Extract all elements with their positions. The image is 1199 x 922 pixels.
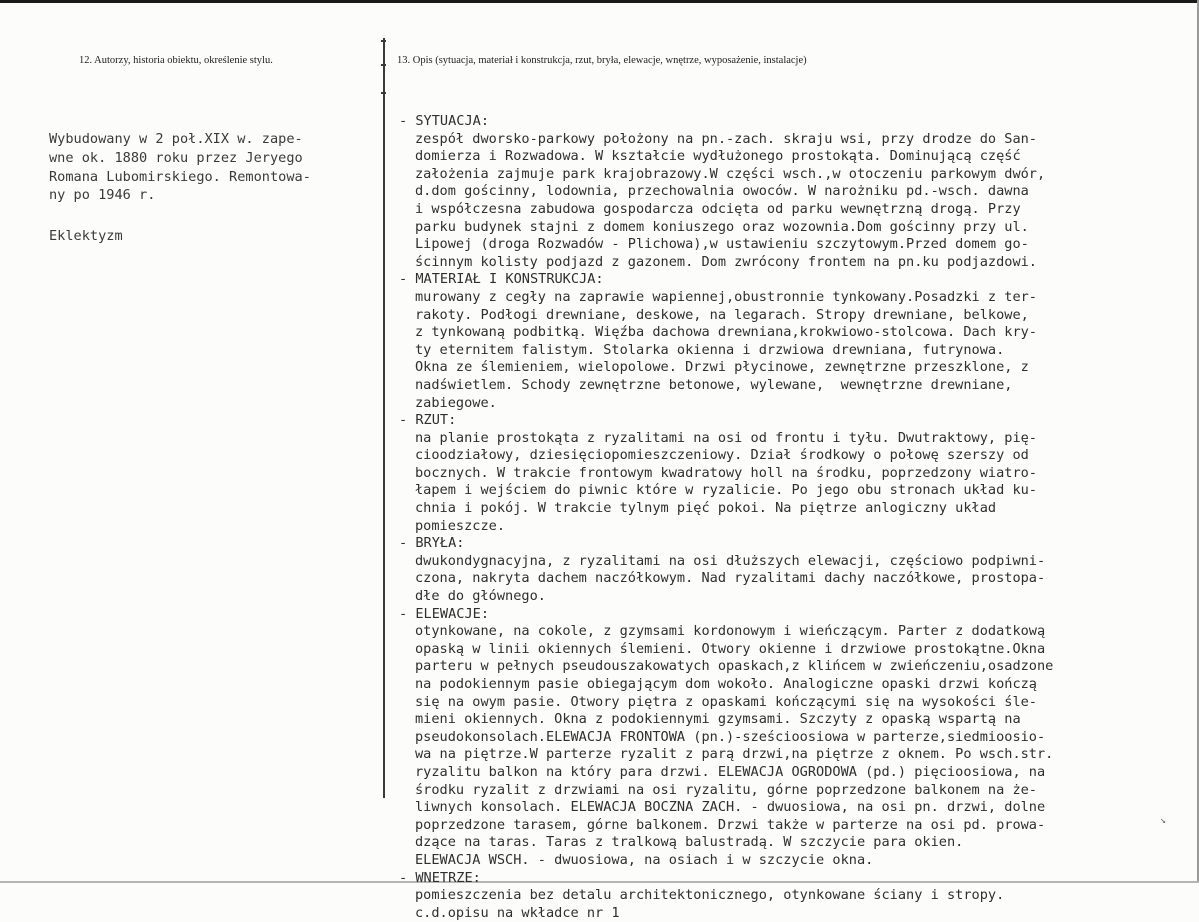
page-top-edge	[0, 0, 1199, 3]
section-heading: - SYTUACJA:	[399, 113, 490, 129]
description-line: dwukondygnacyjna, z ryzalitami na osi dłuższych elewacji, częściowo podpiwni-	[415, 552, 1046, 569]
section-heading: - BRYŁA:	[399, 535, 465, 552]
description-line: poprzedzone tarasem, górne balkonem. Drzwi także w parterze na osi pd. prowa-	[415, 816, 1046, 833]
description-line: się na owym pasie. Otwory piętra z opaskami kończącymi się na wysokości śle-	[415, 693, 1037, 710]
description-line: z tynkowaną podbitką. Więźba dachowa drewniana,krokwiowo-stolcowa. Dach kry-	[415, 324, 1037, 341]
description-line: zabiegowe.	[415, 394, 497, 411]
history-line: ny po 1946 r.	[49, 187, 156, 204]
description-line: nadświetlem. Schody zewnętrzne betonowe, wylewane, wewnętrzne drewniane,	[415, 376, 1013, 393]
divider-tick	[381, 40, 386, 42]
description-line: chnia i pokój. W trakcie tylnym pięć pokoi. Na piętrze anlogiczny układ	[415, 500, 997, 517]
description-line: pseudokonsolach.ELEWACJA FRONTOWA (pn.)-sześcioosiowa w parterze,siedmioosio-	[415, 728, 1046, 745]
description-line: cioodziałowy, dziesięciopomieszczeniowy. Dział środkowy o połowę szerszy od	[415, 447, 1029, 464]
column-divider	[383, 38, 385, 798]
description-line: i współczesna zabudowa gospodarcza odcięta od parku wewnętrzną drogą. Przy	[415, 200, 1021, 217]
description-line: pomieszczenia bez detalu architektonicznego, otynkowane ściany i stropy.	[415, 887, 1005, 904]
description-line: ścinnym kolisty podjazd z gazonem. Dom zwrócony frontem na pn.ku podjazdowi.	[415, 253, 1037, 270]
style-label: Eklektyzm	[49, 228, 123, 245]
description-line: wa na piętrze.W parterze ryzalit z parą drzwi,na piętrze z oknem. Po wsch.str.	[415, 746, 1054, 763]
description-line: założenia zajmuje park krajobrazowy.W części wsch.,w otoczeniu parkowym dwór,	[415, 165, 1046, 182]
description-line: parku budynek stajni z domem koniuszego oraz wozownia.Dom gościnny przy ul.	[415, 218, 1029, 235]
history-line: wne ok. 1880 roku przez Jeryego	[49, 149, 303, 166]
history-text	[49, 130, 379, 246]
description-line: dzące na taras. Taras z tralkową balustradą. W szczycie para okien.	[415, 834, 964, 851]
description-line: dłe do głównego.	[415, 588, 546, 605]
description-line: zespół dworsko-parkowy położony na pn.-zach. skraju wsi, przy drodze do San-	[415, 130, 1037, 147]
description-text	[399, 113, 1189, 922]
divider-tick	[381, 64, 386, 66]
description-line: pomieszcze.	[415, 517, 506, 534]
description-line: rakoty. Podłogi drewniane, deskowe, na legarach. Stropy drewniane, belkowe,	[415, 306, 1029, 323]
history-line: Romana Lubomirskiego. Remontowa-	[49, 168, 311, 185]
section-13-header: 13. Opis (sytuacja, materiał i konstrukcja, rzut, bryła, elewacje, wnętrze, wyposażenie, instalacje)	[397, 55, 807, 66]
description-line: ryzalitu balkon na który para drzwi. ELEWACJA OGRODOWA (pd.) pięcioosiowa, na	[415, 763, 1046, 780]
description-line: na podokiennym pasie obiegającym dom wokoło. Analogiczne opaski drzwi kończą	[415, 676, 1037, 692]
description-line: bocznych. W trakcie frontowym kwadratowy holl na środku, poprzedzony wiatro-	[415, 464, 1037, 481]
description-line: murowany z cegły na zaprawie wapiennej,obustronnie tynkowany.Posadzki z ter-	[415, 288, 1037, 305]
description-line: c.d.opisu na wkładce nr 1	[415, 904, 620, 921]
description-line: łapem i wejściem do piwnic które w ryzalicie. Po jego obu stronach układ ku-	[415, 482, 1037, 499]
description-line: liwnych konsolach. ELEWACJA BOCZNA ZACH. - dwuosiowa, na osi pn. drzwi, dolne	[415, 799, 1046, 816]
history-line: Wybudowany w 2 poł.XIX w. zape-	[49, 131, 303, 147]
description-line: ELEWACJA WSCH. - dwuosiowa, na osiach i w szczycie okna.	[415, 851, 874, 868]
section-heading: - ELEWACJE:	[399, 605, 490, 622]
description-line: opaską w linii okiennych ślemieni. Otwory okienne i drzwiowe prostokątne.Okna	[415, 640, 1046, 657]
description-line: domierza i Rozwadowa. W kształcie wydłużonego prostokąta. Dominującą część	[415, 148, 1021, 165]
description-line: na planie prostokąta z ryzalitami na osi od frontu i tyłu. Dwutraktowy, pię-	[415, 429, 1037, 446]
section-heading: - WNETRZE:	[399, 869, 481, 886]
description-line: Lipowej (droga Rozwadów - Plichowa),w ustawieniu szczytowym.Przed domem go-	[415, 236, 1029, 253]
description-line: parteru w pełnych pseudouszakowatych opaskach,z klińcem w zwieńczeniu,osadzone	[415, 658, 1054, 675]
description-line: mieni okiennych. Okna z podokiennymi gzymsami. Szczyty z opaską wspartą na	[415, 711, 1021, 728]
description-line: Okna ze ślemieniem, wielopolowe. Drzwi płycinowe, zewnętrzne przeszklone, z	[415, 359, 1029, 376]
description-line: ty eternitem falistym. Stolarka okienna i drzwiowa drewniana, futrynowa.	[415, 341, 1005, 358]
divider-tick	[381, 92, 386, 94]
description-line: otynkowane, na cokole, z gzymsami kordonowym i wieńczącym. Parter z dodatkową	[415, 623, 1046, 640]
description-line: środku ryzalit z drzwiami na osi ryzalitu, górne poprzedzone balkonem na że-	[415, 781, 1037, 798]
section-heading: - RZUT:	[399, 412, 457, 429]
description-line: czona, nakryta dachem naczółkowym. Nad ryzalitami dachy naczółkowe, prostopa-	[415, 570, 1046, 587]
stray-mark: ↘	[1160, 815, 1167, 826]
section-heading: - MATERIAŁ I KONSTRUKCJA:	[399, 271, 604, 288]
section-12-header: 12. Autorzy, historia obiektu, określenie stylu.	[79, 55, 273, 66]
description-line: d.dom gościnny, lodownia, przechowalnia owoców. W narożniku pd.-wsch. dawna	[415, 183, 1029, 200]
